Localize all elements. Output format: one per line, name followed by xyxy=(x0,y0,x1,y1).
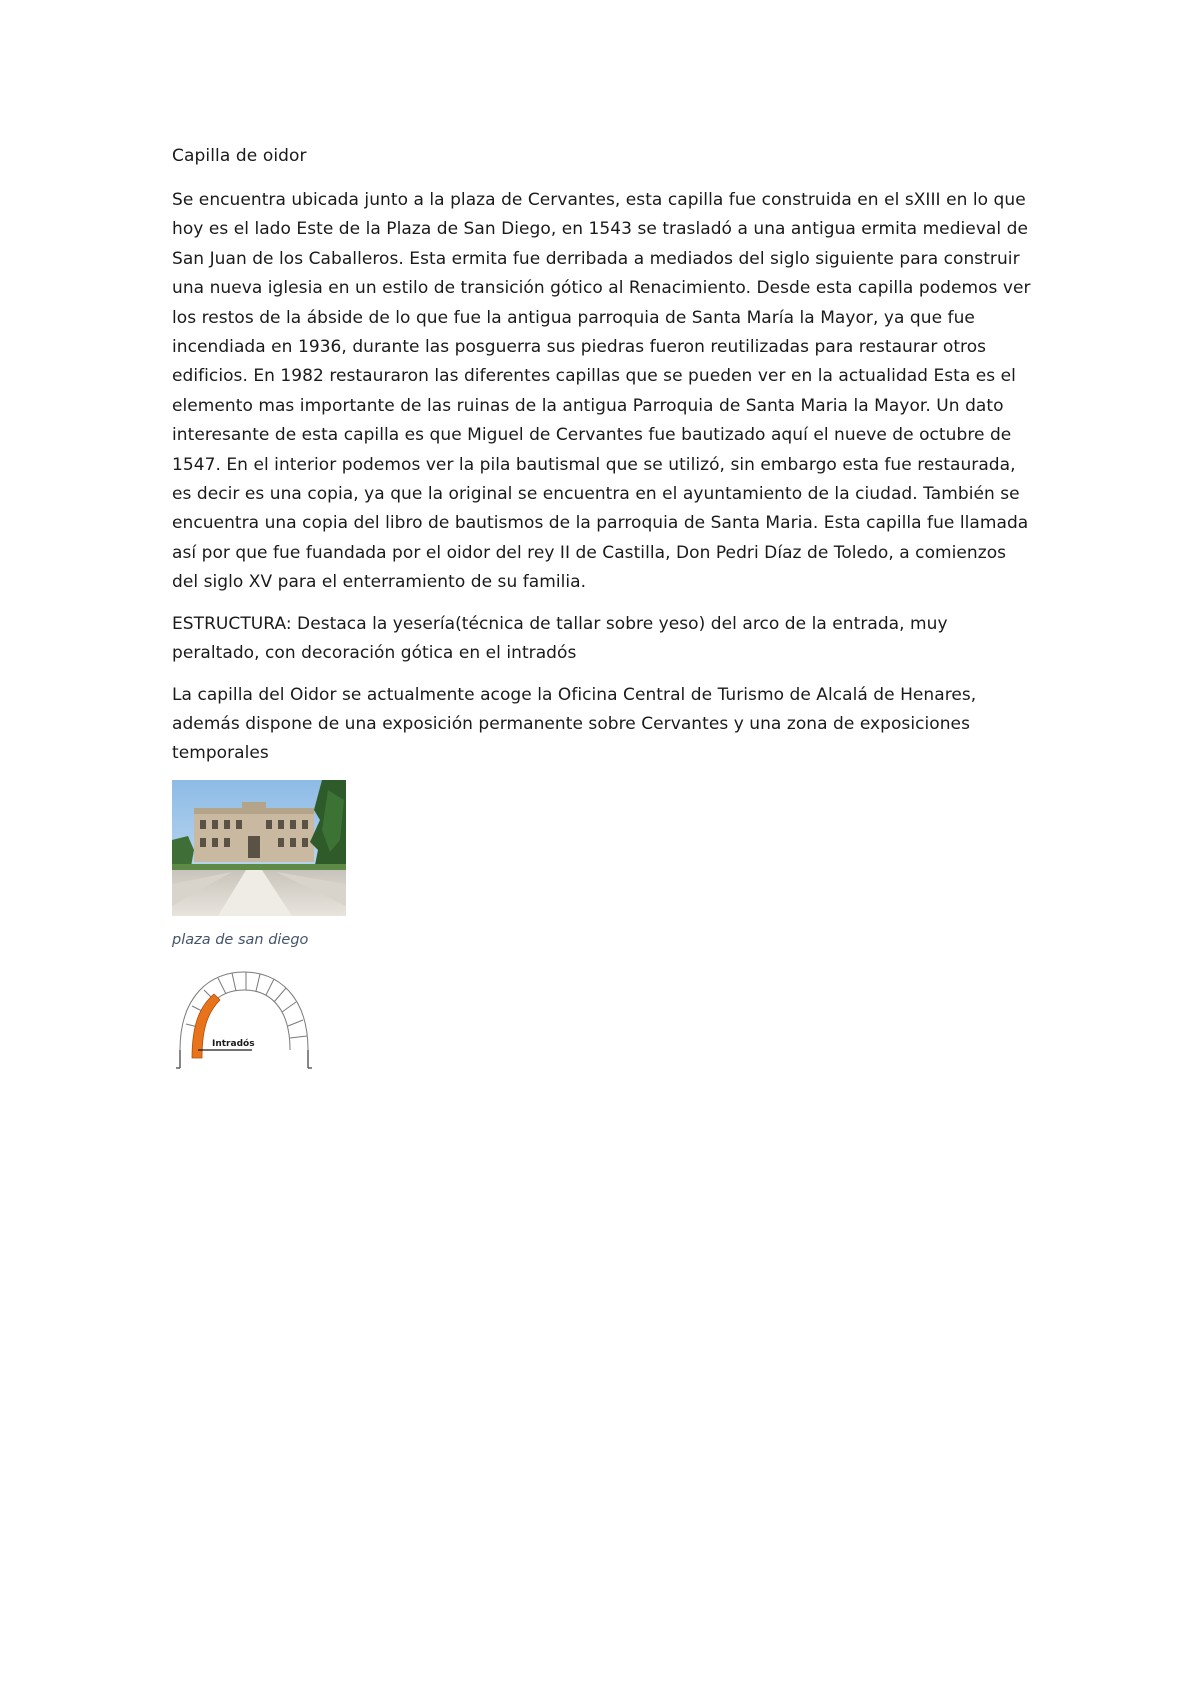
document-title: Capilla de oidor xyxy=(172,146,307,166)
intrados-label: Intradós xyxy=(212,1038,255,1049)
arch-intrados-diagram xyxy=(172,966,322,1078)
document-page xyxy=(172,144,1032,1078)
body-paragraph-structure: ESTRUCTURA: Destaca la yesería(técnica de tallar sobre yeso) del arco de la entrada, muy peraltado, con decoración gótica en el intradós xyxy=(172,613,948,664)
body-paragraph-history: Se encuentra ubicada junto a la plaza de Cervantes, esta capilla fue construida en el sXIII en lo que hoy es el lado Este de la Plaza de San Diego, en 1543 se trasladó a una antigua ermita medieval de San Juan de los Caballeros. Esta ermita fue derribada a mediados del siglo siguiente para construir una nueva iglesia en un estilo de transición gótico al Renacimiento. Desde esta capilla podemos ver los restos de la ábside de lo que fue la antigua parroquia de Santa María la Mayor, ya que fue incendiada en 1936, durante las posguerra sus piedras fueron reutilizadas para restaurar otros edificios. En 1982 restauraron las diferentes capillas que se pueden ver en la actualidad Esta es el elemento mas importante de las ruinas de la antigua Parroquia de Santa Maria la Mayor. Un dato interesante de esta capilla es que Miguel de Cervantes fue bautizado aquí el nueve de octubre de 1547. En el interior podemos ver la pila bautismal que se utilizó, sin embargo esta fue restaurada, es decir es una copia, ya que la original se encuentra en el ayuntamiento de la ciudad. También se encuentra una copia del libro de bautismos de la parroquia de Santa Maria. Esta capilla fue llamada así por que fue fuandada por el oidor del rey II de Castilla, Don Pedri Díaz de Toledo, a comienzos del siglo XV para el enterramiento de su familia. xyxy=(172,190,1031,593)
plaza-san-diego-photo xyxy=(172,780,346,916)
body-paragraph-tourism: La capilla del Oidor se actualmente acoge la Oficina Central de Turismo de Alcalá de Henares, además dispone de una exposición permanente sobre Cervantes y una zona de exposiciones temporales xyxy=(172,684,977,764)
photo-caption: plaza de san diego xyxy=(172,931,309,948)
